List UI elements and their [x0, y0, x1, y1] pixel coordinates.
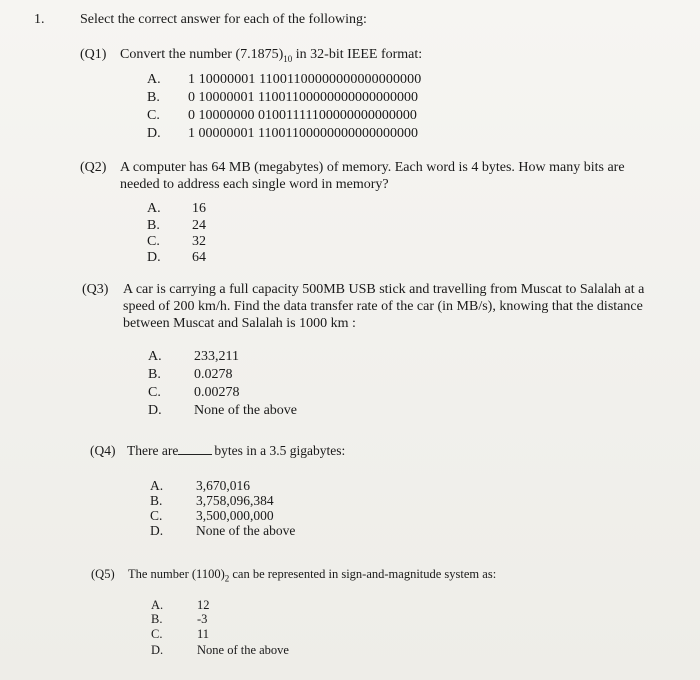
q5-option-c-value: 11	[197, 627, 210, 641]
instruction-text: Select the correct answer for each of the following:	[80, 12, 367, 27]
q3-label: (Q3)	[82, 282, 109, 297]
q4-answer-blank	[178, 444, 212, 455]
q5-text: The number $(1100)_2$ can be represented in sign-and-magnitude system as:	[128, 567, 497, 584]
q3-option-b-value: 0.0278	[194, 367, 233, 382]
q1-text: Convert the number $(7.1875)_{10}$ in 32-bit IEEE format:	[120, 47, 423, 64]
q5-option-a-letter: A.	[151, 598, 164, 612]
q1-option-d-value: 1 00000001 11001100000000000000000	[188, 126, 418, 141]
q4-option-d-value: None of the above	[196, 523, 296, 538]
q2-label: (Q2)	[80, 160, 107, 175]
q3-option-b-letter: B.	[148, 367, 161, 382]
q1-option-c-letter: C.	[147, 108, 160, 123]
q2-text-line1: A computer has 64 MB (megabytes) of memory. Each word is 4 bytes. How many bits are	[120, 160, 625, 175]
q5-option-b-letter: B.	[151, 612, 163, 626]
q2-option-d-letter: D.	[147, 250, 161, 265]
q4-option-b-letter: B.	[150, 493, 163, 508]
q4-option-a-letter: A.	[150, 478, 164, 493]
q2-option-b-value: 24	[192, 218, 206, 233]
q3-option-a-letter: A.	[148, 349, 162, 364]
q5-option-d-letter: D.	[151, 643, 164, 657]
q3-option-c-value: 0.00278	[194, 385, 240, 400]
question-number: 1.	[34, 12, 45, 27]
q2-option-d-value: 64	[192, 250, 206, 265]
q1-label: (Q1)	[80, 47, 107, 62]
q2-text-line2: needed to address each single word in memory?	[120, 177, 389, 192]
q3-text-line2: speed of 200 km/h. Find the data transfer rate of the car (in MB/s), knowing that the distance	[123, 299, 643, 314]
q3-option-d-value: None of the above	[194, 403, 298, 418]
q1-option-b-letter: B.	[147, 90, 160, 105]
q4-option-c-value: 3,500,000,000	[196, 508, 274, 523]
q3-option-d-letter: D.	[148, 403, 162, 418]
q2-option-b-letter: B.	[147, 218, 160, 233]
q5-label: (Q5)	[91, 567, 115, 581]
q5-option-b-value: -3	[197, 612, 208, 626]
q4-text: There are bytes in a 3.5 gigabytes:	[127, 443, 346, 458]
q3-text-line3: between Muscat and Salalah is 1000 km :	[123, 316, 356, 331]
q1-option-d-letter: D.	[147, 126, 161, 141]
q3-option-c-letter: C.	[148, 385, 161, 400]
q4-option-c-letter: C.	[150, 508, 163, 523]
q4-label: (Q4)	[90, 443, 116, 458]
q5-option-a-value: 12	[197, 598, 210, 612]
q2-option-a-value: 16	[192, 201, 206, 216]
q1-option-b-value: 0 10000001 11001100000000000000000	[188, 90, 418, 105]
q2-option-c-letter: C.	[147, 234, 160, 249]
q1-option-a-value: 1 10000001 11001100000000000000000	[188, 72, 422, 87]
q2-option-a-letter: A.	[147, 201, 161, 216]
q3-option-a-value: 233,211	[194, 349, 239, 364]
q3-text-line1: A car is carrying a full capacity 500MB USB stick and travelling from Muscat to Salalah at a	[123, 282, 645, 297]
q5-option-c-letter: C.	[151, 627, 163, 641]
q4-option-b-value: 3,758,096,384	[196, 493, 274, 508]
q4-option-d-letter: D.	[150, 523, 164, 538]
q1-option-a-letter: A.	[147, 72, 161, 87]
q1-option-c-value: 0 10000000 01001111100000000000000	[188, 108, 417, 123]
q2-option-c-value: 32	[192, 234, 206, 249]
q5-option-d-value: None of the above	[197, 643, 289, 657]
q4-option-a-value: 3,670,016	[196, 478, 250, 493]
